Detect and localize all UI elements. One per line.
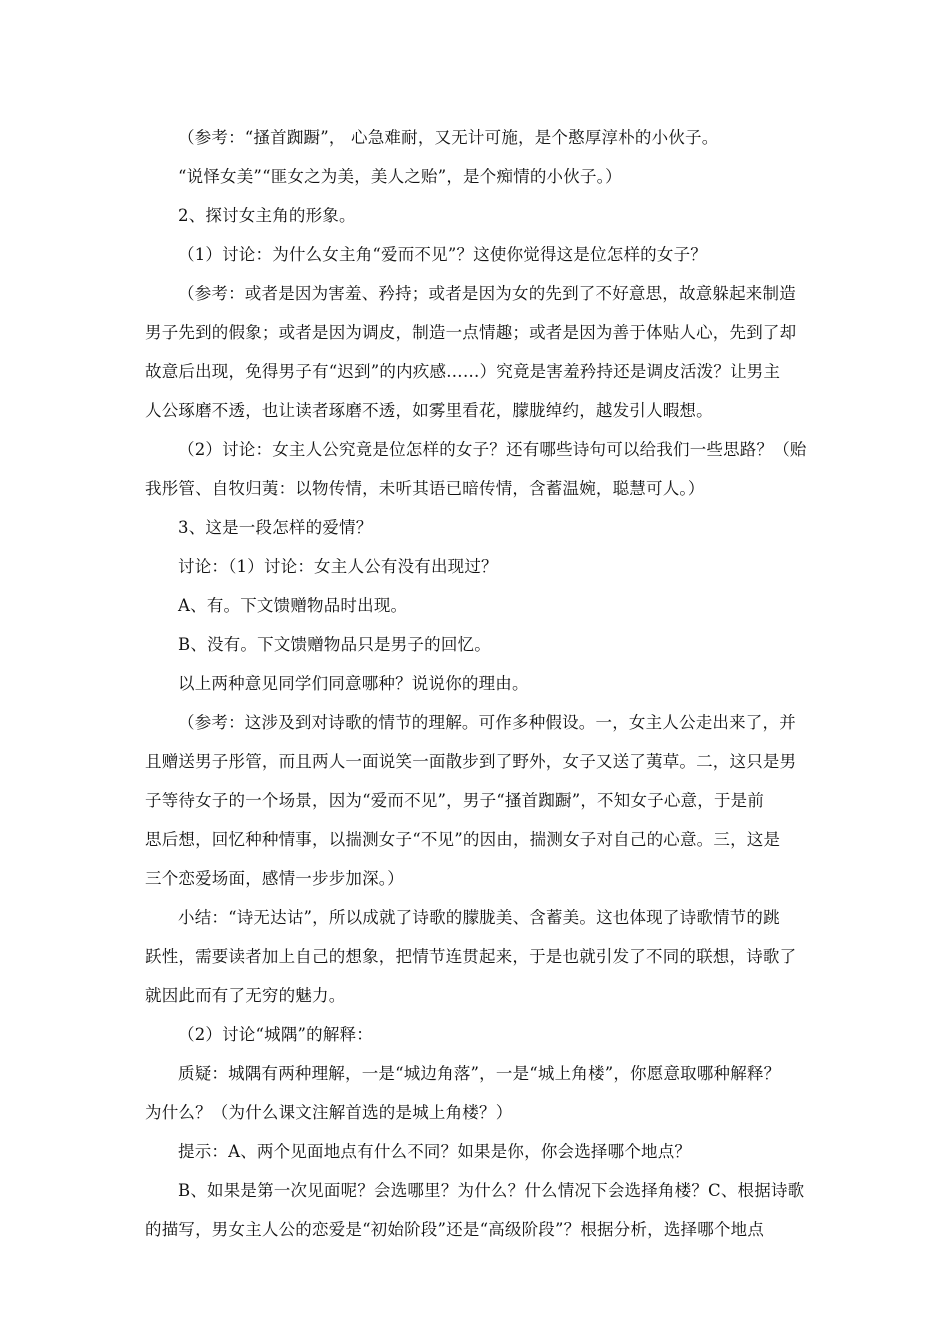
paragraph-line: （参考：或者是因为害羞、矜持；或者是因为女的先到了不好意思，故意躲起来制造	[178, 284, 796, 303]
paragraph-line: （参考：这涉及到对诗歌的情节的理解。可作多种假设。一，女主人公走出来了，并	[178, 713, 796, 732]
paragraph-line: 以上两种意见同学们同意哪种？说说你的理由。	[178, 674, 529, 693]
paragraph-line: 就因此而有了无穷的魅力。	[145, 986, 346, 1005]
section-heading: 3、这是一段怎样的爱情？	[178, 518, 373, 537]
paragraph-line: B、没有。下文馈赠物品只是男子的回忆。	[178, 635, 491, 654]
paragraph-line: （1）讨论：为什么女主角“爱而不见”？这使你觉得这是位怎样的女子？	[178, 245, 707, 264]
paragraph-line: （2）讨论：女主人公究竟是位怎样的女子？还有哪些诗句可以给我们一些思路？（贻	[178, 440, 807, 459]
paragraph-line: B、如果是第一次见面呢？会选哪里？为什么？什么情况下会选择角楼？C、根据诗歌	[178, 1181, 805, 1200]
paragraph-line: 小结：“诗无达诂”，所以成就了诗歌的朦胧美、含蓄美。这也体现了诗歌情节的跳	[178, 908, 780, 927]
paragraph-line: 的描写，男女主人公的恋爱是“初始阶段”还是“高级阶段”？根据分析，选择哪个地点	[145, 1220, 765, 1239]
paragraph-line: 思后想，回忆种种情事，以揣测女子“不见”的因由，揣测女子对自己的心意。三，这是	[145, 830, 781, 849]
paragraph-line: （2）讨论“城隅”的解释：	[178, 1025, 373, 1044]
paragraph-line: 三个恋爱场面，感情一步步加深。）	[145, 869, 404, 888]
paragraph-line: 故意后出现，免得男子有“迟到”的内疚感……）究竟是害羞矜持还是调皮活泼？让男主	[145, 362, 781, 381]
paragraph-line: 子等待女子的一个场景，因为“爱而不见”，男子“搔首踟蹰”，不知女子心意，于是前	[145, 791, 765, 810]
paragraph-line: 提示：A、两个见面地点有什么不同？如果是你，你会选择哪个地点？	[178, 1142, 692, 1161]
paragraph-line: 我彤管、自牧归荑：以物传情，未听其语已暗传情，含蓄温婉，聪慧可人。）	[145, 479, 705, 498]
paragraph-line: 男子先到的假象；或者是因为调皮，制造一点情趣；或者是因为善于体贴人心，先到了却	[145, 323, 797, 342]
paragraph-line: 质疑：城隅有两种理解，一是“城边角落”，一是“城上角楼”，你愿意取哪种解释？	[178, 1064, 781, 1083]
paragraph-line: 跃性，需要读者加上自己的想象，把情节连贯起来，于是也就引发了不同的联想，诗歌了	[145, 947, 797, 966]
paragraph-line: 人公琢磨不透，也让读者琢磨不透，如雾里看花，朦胧绰约，越发引人暇想。	[145, 401, 713, 420]
paragraph-line: 讨论：（1）讨论：女主人公有没有出现过？	[178, 557, 498, 576]
section-heading: 2、探讨女主角的形象。	[178, 206, 356, 225]
paragraph-line: （参考：“搔首踟蹰”， 心急难耐，又无计可施，是个憨厚淳朴的小伙子。	[178, 128, 719, 147]
paragraph-line: “说怿女美”“匪女之为美，美人之贻”，是个痴情的小伙子。）	[178, 167, 622, 186]
paragraph-line: 为什么？（为什么课文注解首选的是城上角楼？）	[145, 1103, 513, 1122]
paragraph-line: 且赠送男子彤管，而且两人一面说笑一面散步到了野外，女子又送了荑草。二，这只是男	[145, 752, 797, 771]
paragraph-line: A、有。下文馈赠物品时出现。	[178, 596, 408, 615]
